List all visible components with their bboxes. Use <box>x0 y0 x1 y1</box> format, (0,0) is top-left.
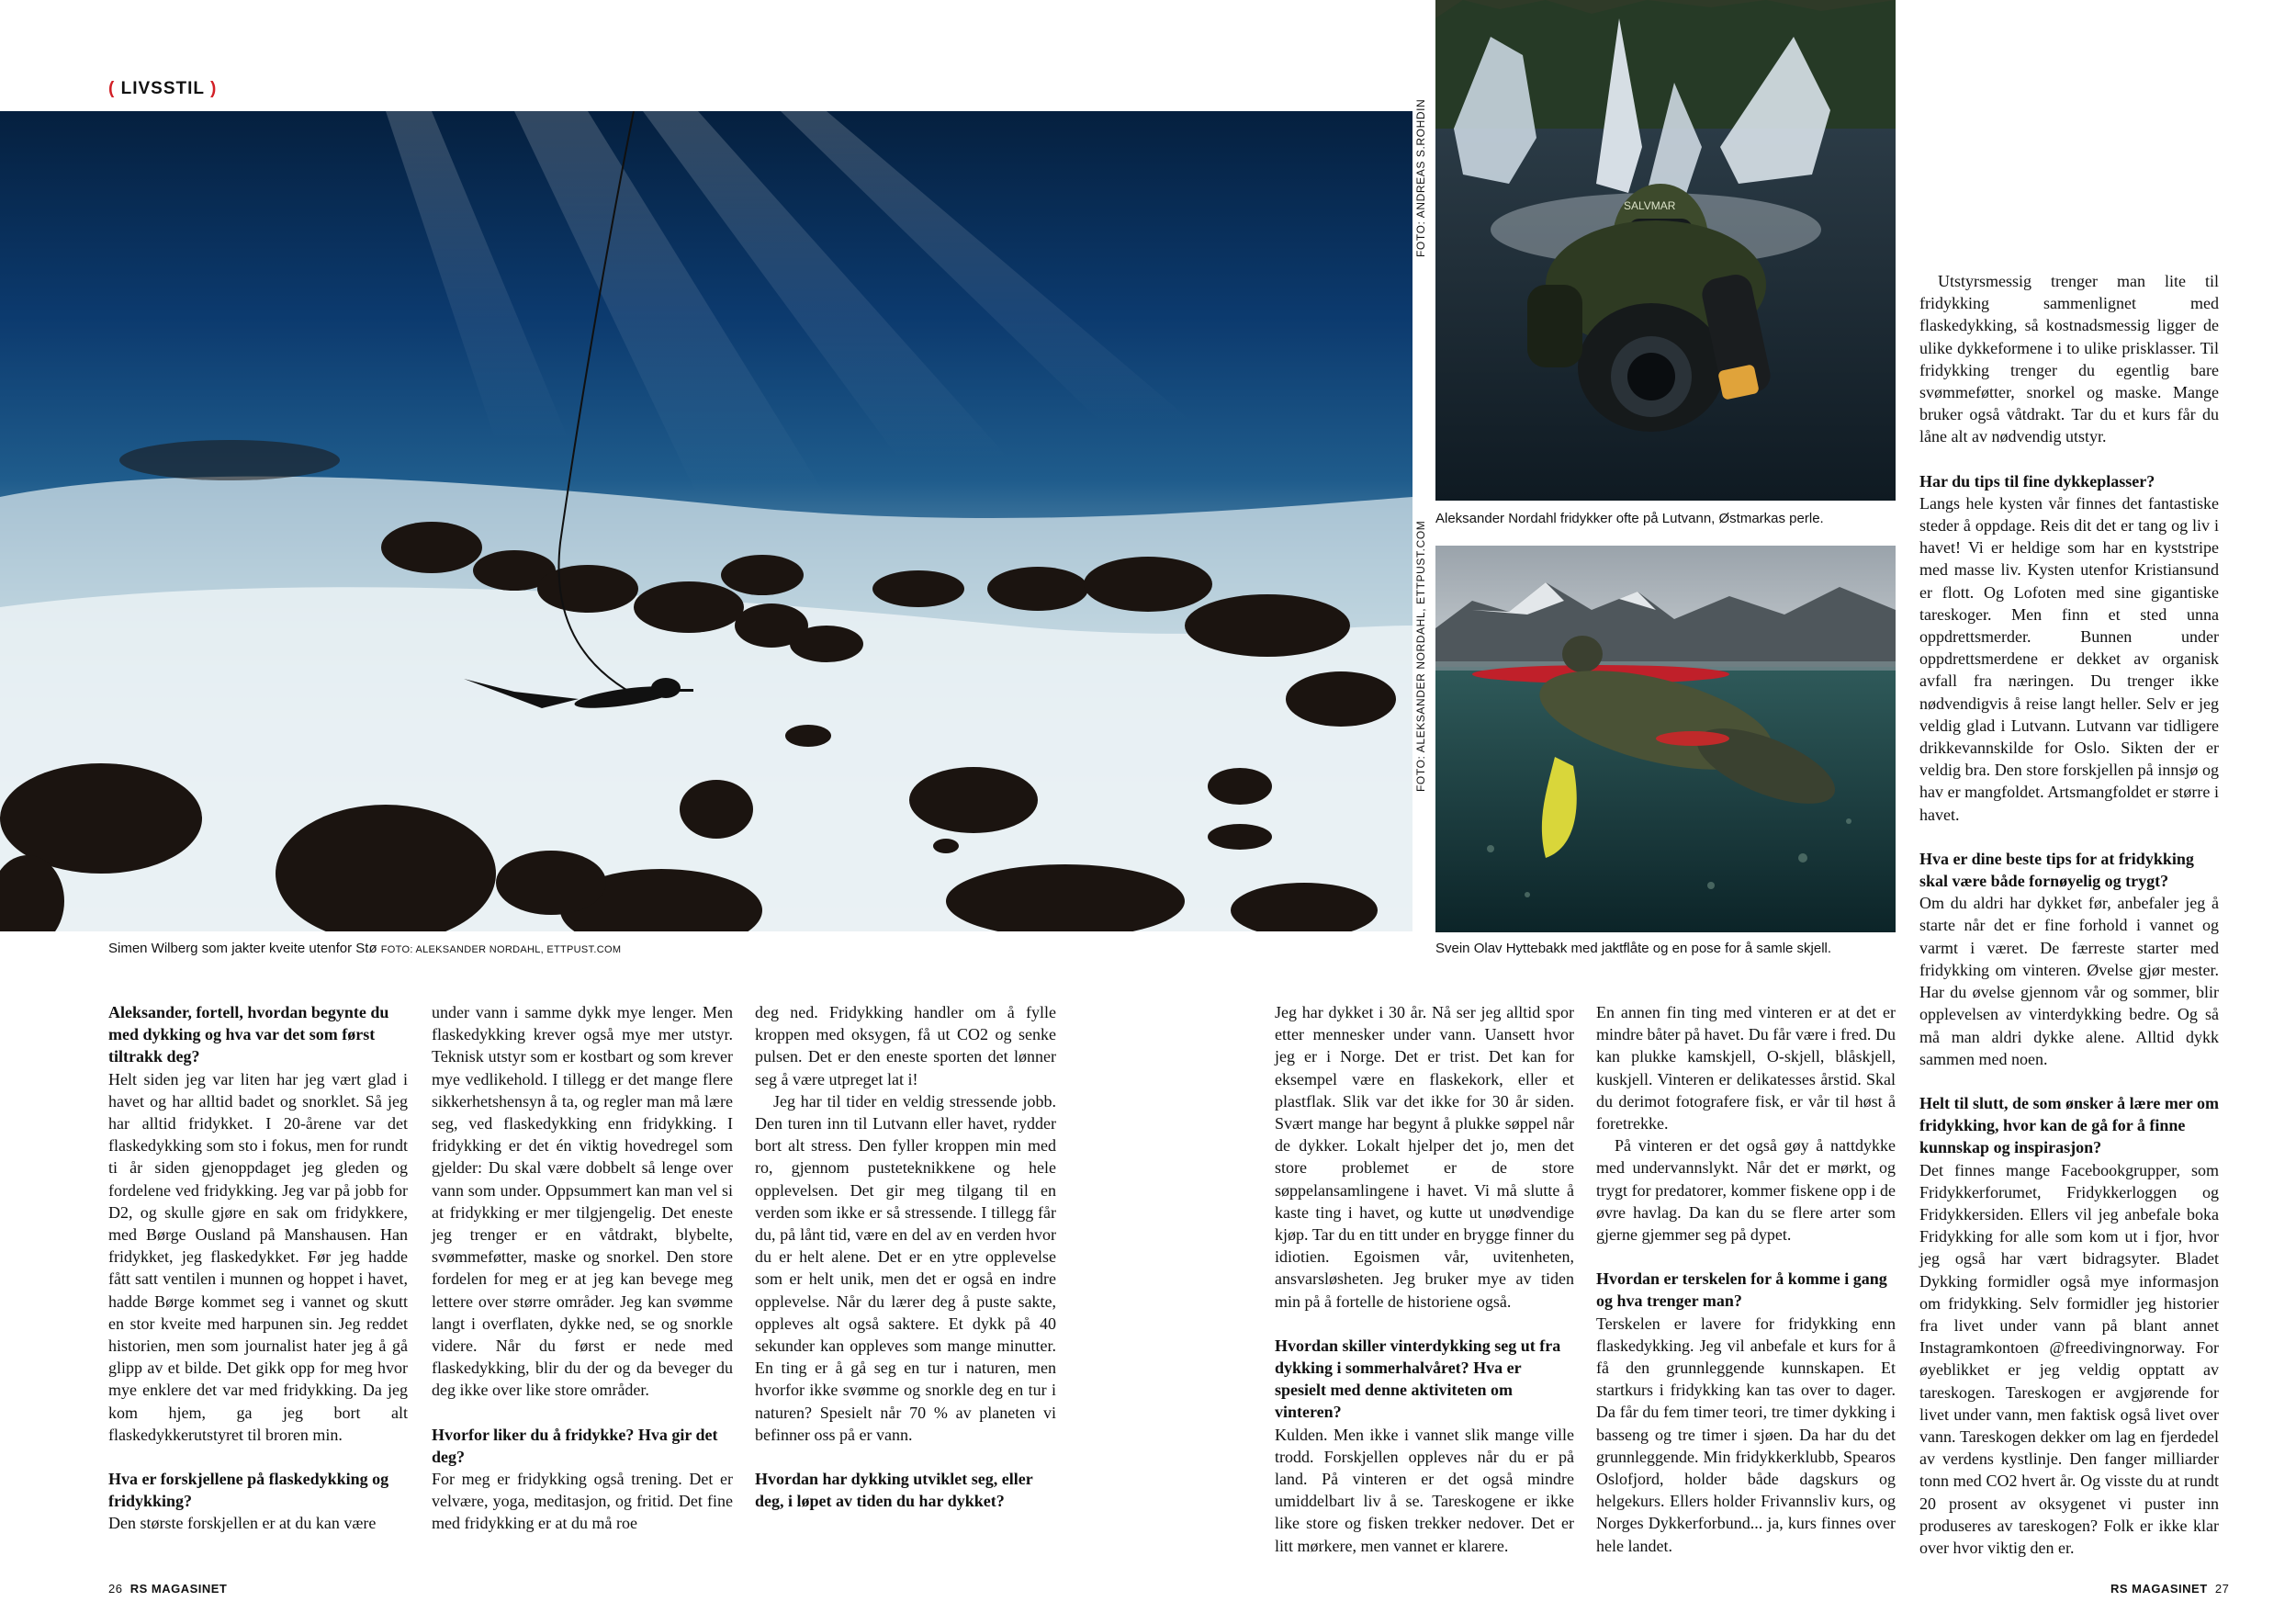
top-photo <box>1435 0 1896 501</box>
main-photo-caption-row <box>108 941 621 956</box>
paragraph: Den største forskjellen er at du kan være <box>108 1514 377 1533</box>
question: Helt til slutt, de som ønsker å lære mer om fridykking, hvor kan de gå for å finne kunnskap og inspirasjon? <box>1919 1093 2219 1157</box>
article-column-2 <box>432 1001 733 1535</box>
magazine-title-right: RS MAGASINET <box>2110 1582 2208 1596</box>
section-tag-label: LIVSSTIL <box>120 79 205 98</box>
footer-left <box>108 1582 227 1596</box>
paragraph: Utstyrsmessig trenger man lite til fridykking sammenlignet med flaskedykking, så kostnadsmessig ligger de ulike dykkeformene i to ulike prisklasser. Til fridykking trenger du egentlig bare svømmeføtter, snorkel og maske. Mange bruker også våtdrakt. Tar du et kurs får du låne alt av nødvendig utstyr. <box>1919 272 2219 446</box>
question: Har du tips til fine dykkeplasser? <box>1919 471 2155 491</box>
article-column-1 <box>108 1001 408 1535</box>
question: Hvordan har dykking utviklet seg, eller deg, i løpet av tiden du har dykket? <box>755 1470 1033 1511</box>
top-photo-credit: FOTO: ANDREAS S.ROHDIN <box>1414 98 1427 257</box>
article-column-5 <box>1596 1001 1896 1557</box>
page-number-right: 27 <box>2214 1582 2230 1596</box>
paragraph: under vann i samme dykk mye lenger. Men flaskedykking krever også mye mer utstyr. Teknisk utstyr som er kostbart og som krever mye vedlikehold. I tillegg er det mange flere sikkerhetshensyn å ta, og regler man må lære seg, ved flaskedykking enn fridykking. I fridykking er det én viktig hovedregel som gjelder: Du skal være dobbelt så lenge over vann som under. Oppsummert kan man vel si at fridykking er mer tilgjengelig. Det eneste jeg trenger er en våtdrakt, blybelte, svømmeføtter, maske og snorkel. Den store fordelen for meg er at jeg kan bevege meg lettere over større områder. Jeg kan svømme langt i overflaten, dykke ned, se og snorkle videre. Når du først er nede med flaskedykking, blir du der og da beveger du deg ikke over like store områder. <box>432 1003 733 1400</box>
bottom-photo <box>1435 546 1896 932</box>
footer-right <box>2110 1582 2229 1596</box>
main-photo-caption: Simen Wilberg som jakter kveite utenfor Stø <box>108 941 377 956</box>
page-number-left: 26 <box>108 1582 123 1596</box>
paragraph: Kulden. Men ikke i vannet slik mange ville trodd. Forskjellen oppleves når du er på land. På vinteren er det også mindre umiddelbart liv å se. Tareskogene er ikke like store og fisken trekker nedover. Det er litt mørkere, men vannet er klarere. <box>1275 1425 1574 1555</box>
question: Hvorfor liker du å fridykke? Hva gir det deg? <box>432 1425 718 1466</box>
question: Hvordan er terskelen for å komme i gang og hva trenger man? <box>1596 1269 1887 1311</box>
paragraph: Langs hele kysten vår finnes det fantastiske steder å oppdage. Reis dit det er tang og liv i havet! Vi er heldige som har en kyststripe med masse liv. Kysten utenfor Kristiansund er flott. Og Lofoten med sine gigantiske tareskoger. Men finn et sted unna oppdrettsmerder. Bunnen under oppdrettsmerdene er dekket av organisk avfall fra næringen. Du trenger ikke nødvendigvis å reise langt heller. Selv er jeg veldig glad i Lutvann. Lutvann var tidligere drikkevannskilde for Oslo. Sikten der er veldig bra. Den store forskjellen på innsjø og hav er mangfoldet. Artsmangfoldet er større i havet. <box>1919 493 2219 824</box>
top-photo-suit-text: SALVMAR <box>1624 199 1676 212</box>
section-tag-close: ) <box>209 79 218 98</box>
paragraph: Jeg har dykket i 30 år. Nå ser jeg alltid spor etter mennesker under vann. Uansett hvor jeg er i Norge. Det er trist. Det kan for eksempel være en flaskekork, eller et plastflak. Slik var det ikke for 30 år siden. Svært mange har begynt å plukke søppel når de dykker. Lokalt hjelper det jo, men det store problemet er de store søppelansamlingene i havet. Vi må slutte å kaste ting i havet, og kutte ut unødvendige kjøp. Tar du en titt under en brygge finner du idiotien. Egoismen vår, uvitenheten, ansvarsløsheten. Jeg bruker mye av tiden min på å fortelle de historiene også. <box>1275 1003 1574 1311</box>
question: Hva er forskjellene på flaskedykking og fridykking? <box>108 1470 389 1511</box>
article-column-3 <box>755 1001 1056 1512</box>
magazine-title-left: RS MAGASINET <box>129 1582 228 1596</box>
top-photo-image <box>1435 0 1896 501</box>
paragraph: Terskelen er lavere for fridykking enn flaskedykking. Jeg vil anbefale et kurs for å få den grunnleggende kunnskapen. Et startkurs i fridykking kan tas over to dager. Da får du fem timer teori, tre timer dykking i basseng og tre timer i sjøen. Da har du det grunnleggende. Min fridykkerklubb, Spearos Oslofjord, holder både dagskurs og helgekurs. Ellers holder Frivannsliv kurs, og Norges Dykkerforbund... ja, kurs finnes over hele landet. <box>1596 1314 1896 1555</box>
main-photo <box>0 111 1412 931</box>
paragraph: Om du aldri har dykket før, anbefaler jeg å starte når det er fine forhold i vannet og varmt i været. De færreste starter med fridykking om vinteren. Øvelse gjør mester. Har du øvelse gjennom vår og sommer, blir opplevelsen av vinterdykking bedre. Og så må man aldri dykke alene. Alltid dykk sammen med noen. <box>1919 894 2219 1068</box>
bottom-photo-image <box>1435 546 1896 932</box>
question: Aleksander, fortell, hvordan begynte du med dykking og hva var det som først tiltrakk deg? <box>108 1003 389 1066</box>
question: Hvordan skiller vinterdykking seg ut fra dykking i sommerhalvåret? Hva er spesielt med denne aktiviteten om vinteren? <box>1275 1336 1561 1422</box>
paragraph: Jeg har til tider en veldig stressende jobb. Den turen inn til Lutvann eller havet, rydder bort alt stress. Den fyller kroppen min med ro, gjennom pusteteknikkene og hele opplevelsen. Det gir meg tilgang til en verden som ikke er så stressende. I tillegg får du, på lånt tid, være en del av en verden hvor du er helt alene. Det er en ytre opplevelse som er helt unik, men det er også en indre opplevelse. Når du lærer deg å puste sakte, oppleves alt også saktere. Et dykk på 40 sekunder kan oppleves som mange minutter. En ting er å gå seg en tur i naturen, men hvorfor ikke svømme og snorkle deg en tur i naturen? Spesielt når 70 % av planeten vi befinner oss på er vann. <box>755 1091 1056 1444</box>
paragraph: På vinteren er det også gøy å nattdykke med undervannslykt. Når det er mørkt, og trygt for predatorer, kommer fiskene opp i de øvre havlag. Da kan du se flere arter som gjerne gjemmer seg på dypet. <box>1596 1136 1896 1245</box>
paragraph: En annen fin ting med vinteren er at det er mindre båter på havet. Du får være i fred. Du kan plukke kamskjell, O-skjell, blåskjell, kuskjell. Vinteren er delikatesses årstid. Skal du derimot fotografere fisk, er vår til høst å foretrekke. <box>1596 1003 1896 1133</box>
question: Hva er dine beste tips for at fridykking skal være både fornøyelig og trygt? <box>1919 849 2194 891</box>
section-tag <box>108 79 217 99</box>
paragraph: For meg er fridykking også trening. Det er velvære, yoga, meditasjon, og fritid. Det fine med fridykking er at du må roe <box>432 1470 733 1533</box>
main-photo-image <box>0 111 1412 931</box>
bottom-photo-caption: Svein Olav Hyttebakk med jaktflåte og en pose for å samle skjell. <box>1435 941 1832 956</box>
article-column-6 <box>1919 270 2219 1559</box>
bottom-photo-credit: FOTO: ALEKSANDER NORDAHL, ETTPUST.COM <box>1414 520 1427 792</box>
section-tag-open: ( <box>108 79 116 98</box>
top-photo-caption: Aleksander Nordahl fridykker ofte på Lutvann, Østmarkas perle. <box>1435 511 1824 526</box>
article-column-4 <box>1275 1001 1574 1557</box>
paragraph: Det finnes mange Facebookgrupper, som Fridykkerforumet, Fridykkerloggen og Fridykkersiden. Ellers vil jeg anbefale boka Fridykking for alle som kom ut i fjor, hvor jeg også har vært bidragsyter. Bladet Dykking formidler også mye informasjon om fridykking. Selv formidler jeg historier fra livet under vann på blant annet Instagramkontoen @freedivingnorway. For øyeblikket er jeg veldig opptatt av tareskogen. Tareskogen er avgjørende for livet under vann, men faktisk også livet over vann. Tareskogen dekker om lag en fjerdedel av verdens kystlinje. Den fanger milliarder tonn med CO2 hvert år. Og visste du at rundt 20 prosent av oksygenet vi puster inn produseres av tareskogen? Folk er ikke klar over hvor viktig den er. <box>1919 1160 2219 1557</box>
paragraph: Helt siden jeg var liten har jeg vært glad i havet og har alltid badet og snorklet. Så jeg har alltid fridykket. I 20-årene var det flaskedykking som sto i fokus, men for rundt ti år siden gjenoppdaget jeg gleden og fordelene ved fridykking. Jeg var på jobb for D2, og skulle gjøre en sak om fridykkere, med Børge Ousland på Manshausen. Han fridykket, jeg flaskedykket. Før jeg hadde fått satt ventilen i munnen og hoppet i havet, hadde Børge kommet seg i vannet og skutt en stor kveite med harpunen sin. Jeg reddet historien, men som journalist hater jeg å gå glipp av et bilde. Det gikk opp for meg hvor mye enklere det var med fridykking. Da jeg kom hjem, ga jeg bort alt flaskedykkerutstyret til broren min. <box>108 1069 408 1444</box>
main-photo-credit: FOTO: ALEKSANDER NORDAHL, ETTPUST.COM <box>380 944 622 955</box>
paragraph: deg ned. Fridykking handler om å fylle kroppen med oksygen, få ut CO2 og senke pulsen. Det er den eneste sporten det lønner seg å være utpreget lat i! <box>755 1003 1056 1088</box>
